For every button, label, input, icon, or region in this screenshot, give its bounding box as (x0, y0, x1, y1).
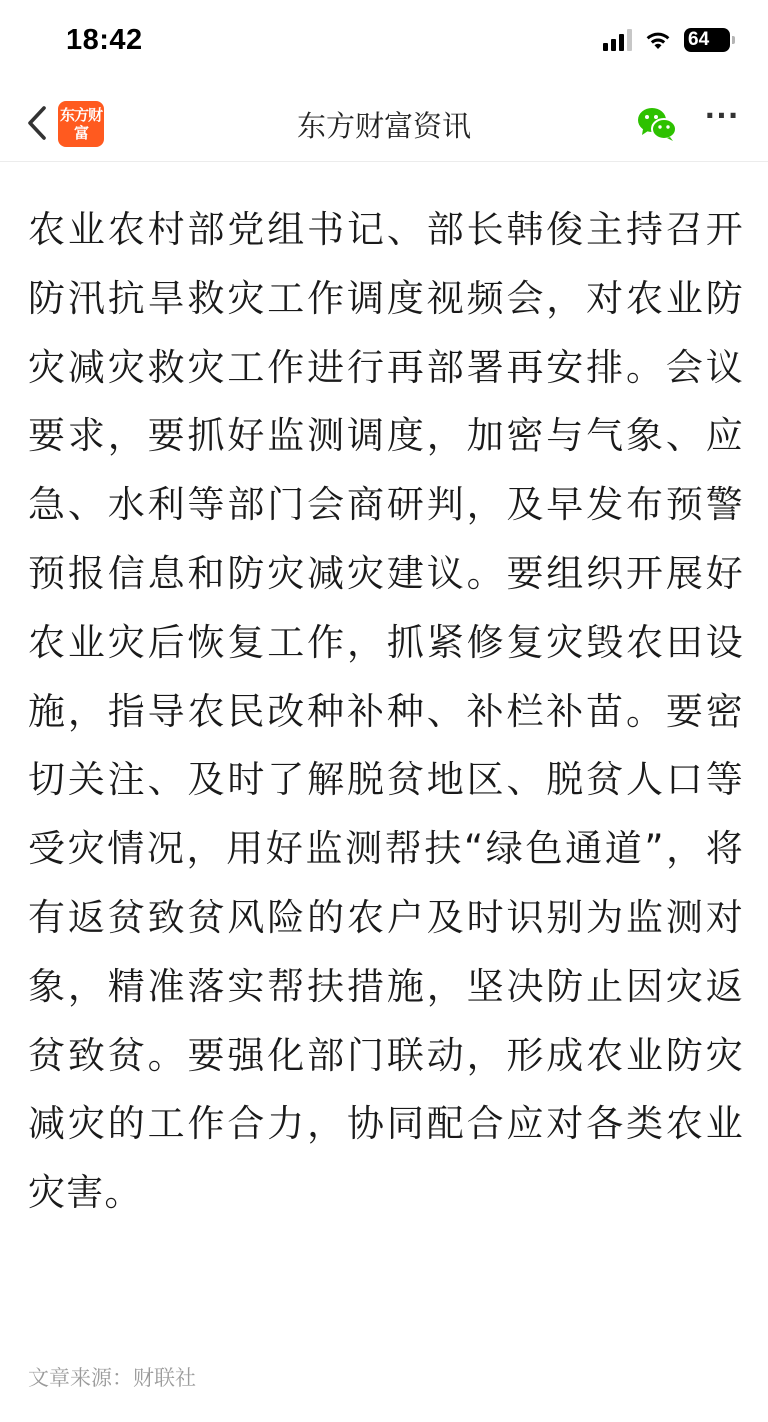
battery-icon: 64 (684, 28, 730, 52)
system-icons (603, 28, 730, 52)
wifi-icon (644, 29, 672, 51)
signal-icon (603, 29, 632, 51)
nav-bar (0, 84, 768, 162)
wechat-icon[interactable] (636, 106, 678, 142)
app-logo[interactable]: 东方财富 (58, 101, 104, 147)
more-icon[interactable]: ··· (704, 99, 740, 132)
article-source: 文章来源：财联社 (28, 1366, 196, 1390)
status-bar (0, 0, 768, 84)
status-time: 18:42 (66, 24, 143, 56)
article-body: 农业农村部党组书记、部长韩俊主持召开防汛抗旱救灾工作调度视频会，对农业防灾减灾救灾工作进行再部署再安排。会议要求，要抓好监测调度，加密与气象、应急、水利等部门会商研判，及早发布预警预报信息和防灾减灾建议。要组织开展好农业灾后恢复工作，抓紧修复灾毁农田设施，指导农民改种补种、补栏补苗。要密切关注、及时了解脱贫地区、脱贫人口等受灾情况，用好监测帮扶“绿色通道”，将有返贫致贫风险的农户及时识别为监测对象，精准落实帮扶措施，坚决防止因灾返贫致贫。要强化部门联动，形成农业防灾减灾的工作合力，协同配合应对各类农业灾害。 (28, 208, 744, 1215)
page-title: 东方财富资讯 (296, 109, 471, 143)
